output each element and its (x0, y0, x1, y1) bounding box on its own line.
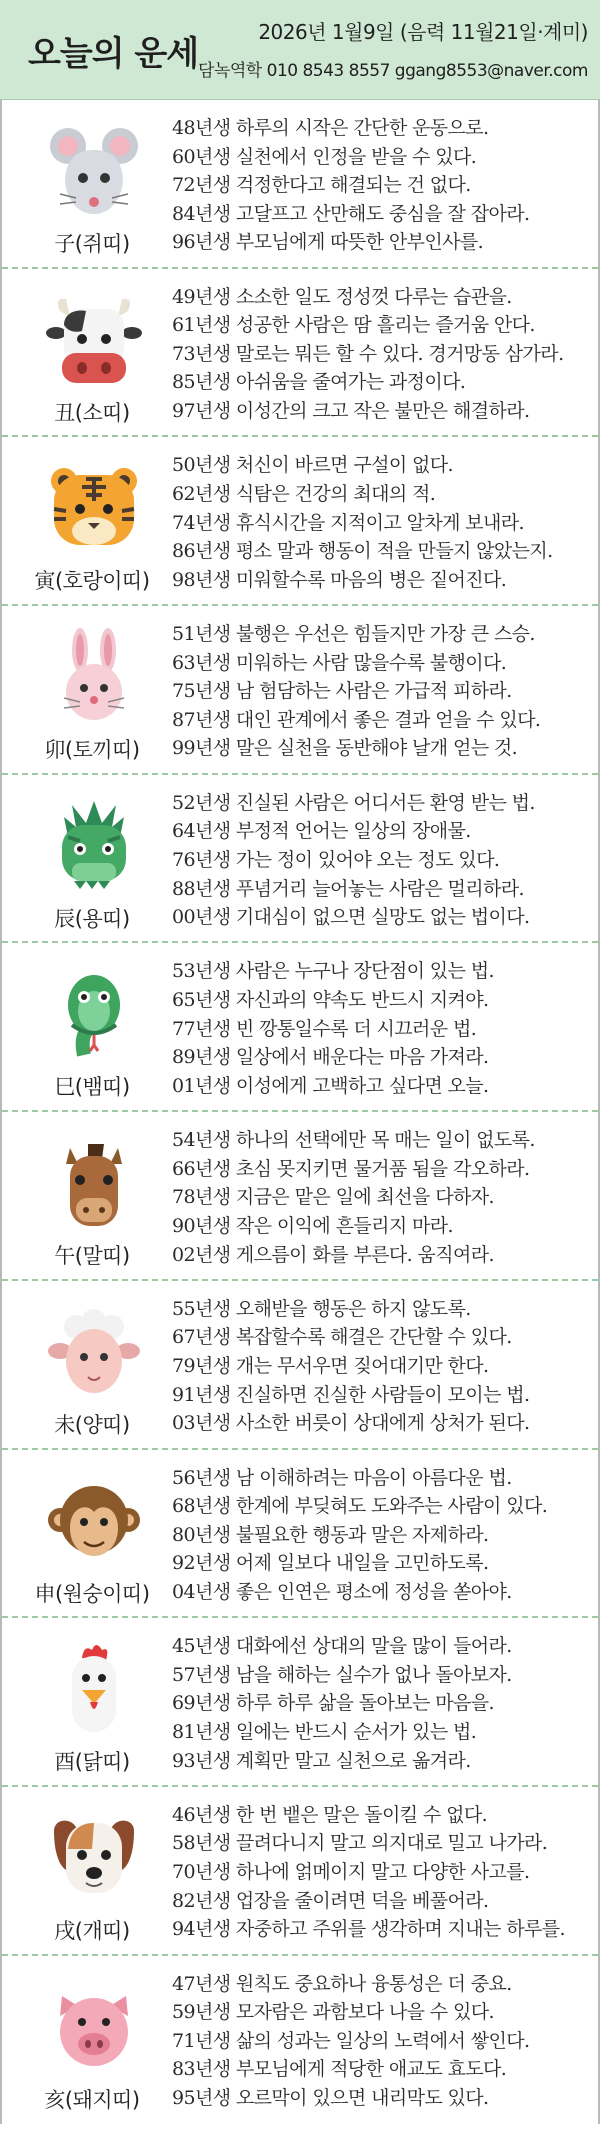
zodiac-list (0, 100, 600, 2124)
fortune-line: 95년생 오르막이 있으면 내리막도 있다. (172, 2086, 489, 2109)
zodiac-row (2, 437, 598, 606)
fortune-line: 81년생 일에는 반드시 순서가 있는 법. (172, 1720, 477, 1743)
fortune-line: 93년생 계획만 말고 실천으로 옮겨라. (172, 1749, 471, 1772)
fortune-line: 70년생 하나에 얽메이지 말고 다양한 사고를. (172, 1861, 530, 1884)
zodiac-row (2, 1112, 598, 1281)
fortune-list (172, 789, 535, 932)
header-bar (0, 0, 600, 100)
fortune-line: 58년생 끌려다니지 말고 의지대로 밀고 나가라. (172, 1832, 548, 1855)
fortune-line: 63년생 미워하는 사람 많을수록 불행이다. (172, 651, 507, 674)
fortune-line: 54년생 하나의 선택에만 목 매는 일이 없도록. (172, 1129, 535, 1152)
fortune-line: 03년생 사소한 버릇이 상대에게 상처가 된다. (172, 1412, 530, 1435)
fortune-line: 49년생 소소한 일도 정성껏 다루는 습관을. (172, 285, 512, 308)
zodiac-row (2, 1956, 598, 2125)
dragon-icon (46, 797, 142, 893)
fortune-list (172, 1632, 512, 1775)
fortune-line: 83년생 부모님에게 적당한 애교도 효도다. (172, 2058, 507, 2081)
zodiac-row (2, 775, 598, 944)
fortune-line: 87년생 대인 관계에서 좋은 결과 얻을 수 있다. (172, 708, 541, 731)
fortune-list (172, 1464, 547, 1607)
fortune-line: 59년생 모자람은 과함보다 나을 수 있다. (172, 2001, 494, 2024)
fortune-line: 45년생 대화에선 상대의 말을 많이 들어라. (172, 1635, 512, 1658)
fortune-line: 97년생 이성간의 크고 작은 불만은 해결하라. (172, 400, 530, 423)
fortune-line: 04년생 좋은 인연은 평소에 정성을 쏟아야. (172, 1580, 512, 1603)
fortune-line: 68년생 한계에 부딪혀도 도와주는 사람이 있다. (172, 1495, 548, 1518)
fortune-line: 64년생 부정적 언어는 일상의 장애물. (172, 820, 471, 843)
fortune-line: 91년생 진실하면 진실한 사람들이 모이는 법. (172, 1383, 530, 1406)
zodiac-row (2, 606, 598, 775)
fortune-line: 69년생 하루 하루 삶을 돌아보는 마음을. (172, 1692, 494, 1715)
fortune-line: 72년생 걱정한다고 해결되는 건 없다. (172, 174, 471, 197)
fortune-list (172, 451, 553, 594)
fortune-line: 67년생 복잡할수록 해결은 간단할 수 있다. (172, 1326, 512, 1349)
fortune-line: 50년생 처신이 바르면 구설이 없다. (172, 454, 453, 477)
rooster-icon (46, 1640, 142, 1736)
fortune-line: 01년생 이성에게 고백하고 싶다면 오늘. (172, 1074, 489, 1097)
fortune-list (172, 1295, 529, 1438)
zodiac-animal-label: 辰(용띠) (54, 906, 130, 931)
fortune-line: 76년생 가는 정이 있어야 오는 정도 있다. (172, 848, 500, 871)
fortune-line: 62년생 식탐은 건강의 최대의 적. (172, 482, 436, 505)
page-title: 오늘의 운세 (28, 34, 199, 74)
contact-line: 담녹역학 010 8543 8557 ggang8553@naver.com (198, 61, 588, 81)
fortune-list (172, 1801, 565, 1944)
fortune-line: 75년생 남 험담하는 사람은 가급적 피하라. (172, 680, 512, 703)
tiger-icon (46, 459, 142, 555)
zodiac-animal-label: 戌(개띠) (54, 1918, 130, 1943)
zodiac-animal-label: 申(원숭이띠) (34, 1581, 150, 1606)
fortune-line: 66년생 초심 못지키면 물거품 됨을 각오하라. (172, 1157, 530, 1180)
dog-icon (46, 1809, 142, 1905)
zodiac-animal-label: 卯(토끼띠) (44, 738, 140, 763)
zodiac-row (2, 1281, 598, 1450)
fortune-line: 84년생 고달프고 산만해도 중심을 잘 잡아라. (172, 202, 530, 225)
fortune-line: 57년생 남을 해하는 실수가 없나 돌아보자. (172, 1663, 512, 1686)
rat-icon (46, 122, 142, 218)
pig-icon (46, 1978, 142, 2074)
fortune-line: 98년생 미워할수록 마음의 병은 짙어진다. (172, 568, 507, 591)
fortune-list (172, 957, 494, 1100)
zodiac-animal-label: 巳(뱀띠) (54, 1075, 130, 1100)
zodiac-animal-label: 寅(호랑이띠) (34, 569, 150, 594)
fortune-line: 85년생 아쉬움을 줄여가는 과정이다. (172, 371, 466, 394)
fortune-line: 82년생 업장을 줄이려면 덕을 베풀어라. (172, 1889, 489, 1912)
fortune-line: 96년생 부모님에게 따뜻한 안부인사를. (172, 231, 484, 254)
zodiac-animal-label: 丑(소띠) (54, 400, 130, 425)
fortune-line: 46년생 한 번 뱉은 말은 돌이킬 수 없다. (172, 1803, 488, 1826)
zodiac-row (2, 269, 598, 438)
zodiac-animal-label: 午(말띠) (54, 1244, 130, 1269)
fortune-line: 02년생 게으름이 화를 부른다. 움직여라. (172, 1243, 494, 1266)
fortune-line: 73년생 말로는 뭐든 할 수 있다. 경거망동 삼가라. (172, 342, 564, 365)
fortune-line: 71년생 삶의 성과는 일상의 노력에서 쌓인다. (172, 2029, 530, 2052)
fortune-line: 53년생 사람은 누구나 장단점이 있는 법. (172, 960, 494, 983)
fortune-line: 51년생 불행은 우선은 힘들지만 가장 큰 스승. (172, 623, 535, 646)
snake-icon (46, 965, 142, 1061)
fortune-line: 47년생 원칙도 중요하나 융통성은 더 중요. (172, 1972, 512, 1995)
fortune-line: 00년생 기대심이 없으면 실망도 없는 법이다. (172, 906, 530, 929)
fortune-line: 80년생 불필요한 행동과 말은 자제하라. (172, 1523, 489, 1546)
fortune-line: 88년생 푸념거리 늘어놓는 사람은 멀리하라. (172, 877, 524, 900)
zodiac-row (2, 100, 598, 269)
rabbit-icon (46, 628, 142, 724)
fortune-line: 78년생 지금은 맡은 일에 최선을 다하자. (172, 1186, 494, 1209)
zodiac-animal-label: 未(양띠) (54, 1412, 130, 1437)
fortune-line: 89년생 일상에서 배운다는 마음 가져라. (172, 1046, 489, 1069)
fortune-line: 79년생 개는 무서우면 짖어대기만 한다. (172, 1355, 489, 1377)
fortune-line: 99년생 말은 실천을 동반해야 날개 얻는 것. (172, 737, 518, 760)
fortune-line: 61년생 성공한 사람은 땀 흘리는 즐거움 안다. (172, 314, 535, 337)
zodiac-row (2, 943, 598, 1112)
fortune-line: 92년생 어제 일보다 내일을 고민하도록. (172, 1552, 489, 1575)
fortune-line: 94년생 자중하고 주위를 생각하며 지내는 하루를. (172, 1918, 565, 1941)
monkey-icon (46, 1472, 142, 1568)
fortune-line: 77년생 빈 깡통일수록 더 시끄러운 법. (172, 1017, 477, 1040)
fortune-line: 65년생 자신과의 약속도 반드시 지켜야. (172, 989, 489, 1012)
zodiac-animal-label: 酉(닭띠) (54, 1750, 130, 1775)
fortune-line: 86년생 평소 말과 행동이 적을 만들지 않았는지. (172, 540, 553, 563)
horse-icon (46, 1134, 142, 1230)
zodiac-animal-label: 子(쥐띠) (54, 232, 130, 256)
fortune-line: 56년생 남 이해하려는 마음이 아름다운 법. (172, 1466, 512, 1489)
ox-icon (46, 291, 142, 387)
fortune-list (172, 114, 529, 257)
fortune-list (172, 1126, 535, 1269)
zodiac-row (2, 1618, 598, 1787)
sheep-icon (46, 1303, 142, 1399)
fortune-line: 60년생 실천에서 인정을 받을 수 있다. (172, 145, 477, 168)
fortune-list (172, 1970, 529, 2113)
zodiac-animal-label: 亥(돼지띠) (44, 2087, 140, 2112)
fortune-line: 55년생 오해받을 행동은 하지 않도록. (172, 1297, 471, 1320)
zodiac-row (2, 1450, 598, 1619)
fortune-line: 90년생 작은 이익에 흔들리지 마라. (172, 1214, 453, 1237)
date-line: 2026년 1월9일 (음력 11월21일·계미) (258, 20, 588, 44)
fortune-line: 74년생 휴식시간을 지적이고 알차게 보내라. (172, 511, 524, 534)
fortune-line: 52년생 진실된 사람은 어디서든 환영 받는 법. (172, 791, 535, 814)
fortune-list (172, 620, 540, 763)
zodiac-row (2, 1787, 598, 1956)
fortune-list (172, 283, 564, 426)
fortune-line: 48년생 하루의 시작은 간단한 운동으로. (172, 117, 489, 139)
